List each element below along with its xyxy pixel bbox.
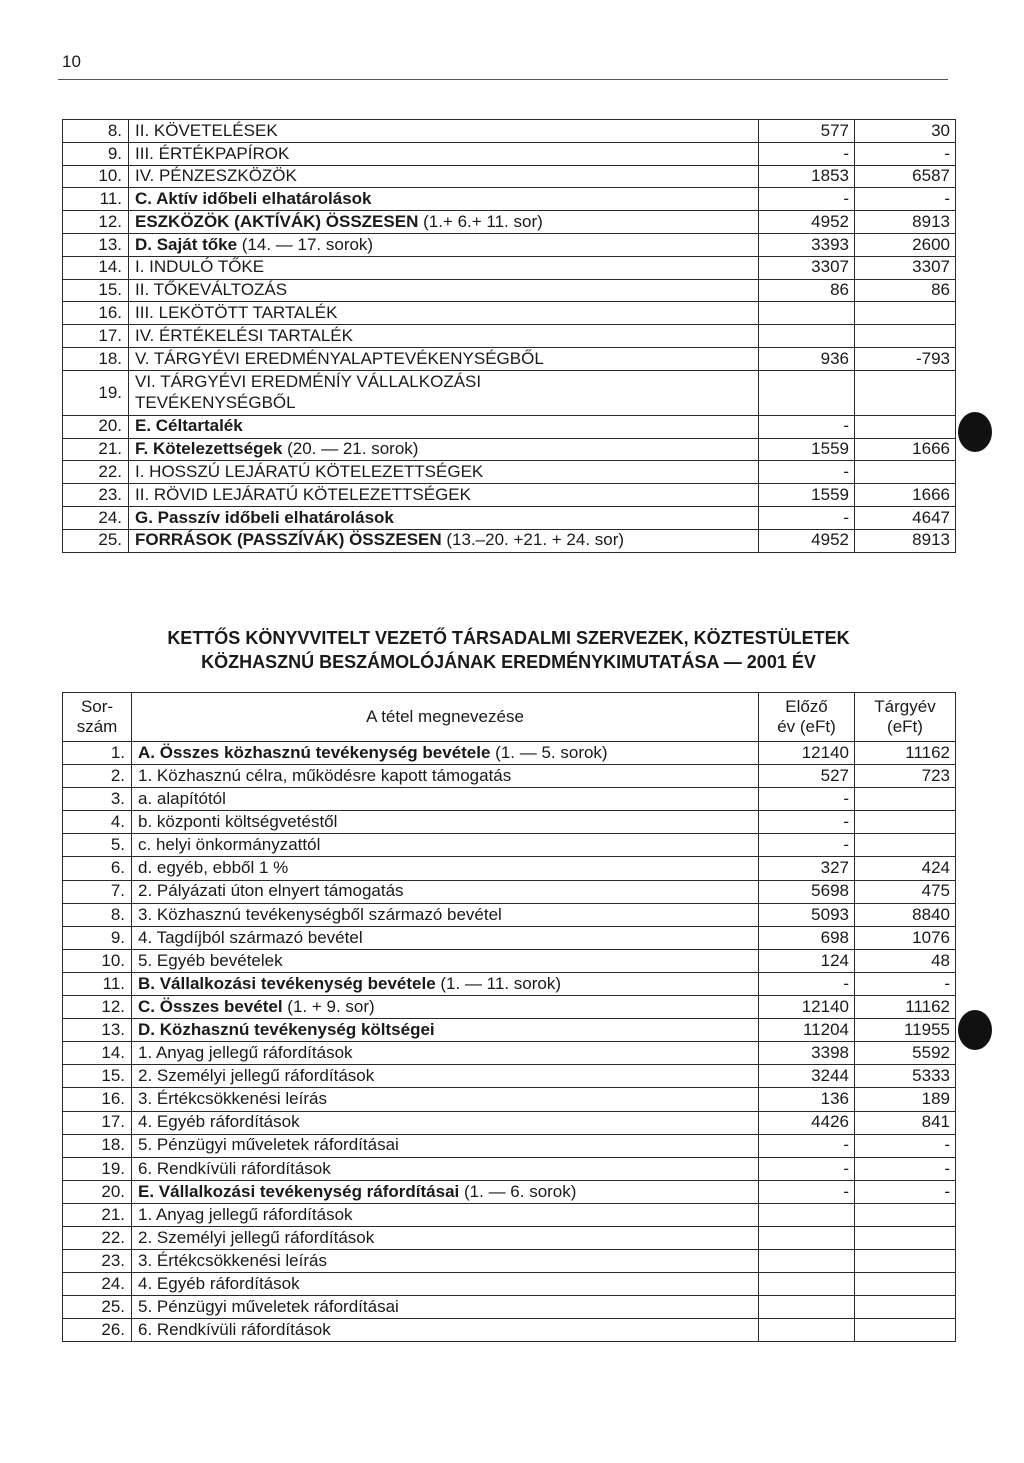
table-row: [63, 1019, 956, 1042]
previous-year-value: -: [759, 1134, 855, 1157]
current-year-value: [855, 1203, 956, 1226]
table-row: [63, 834, 956, 857]
previous-year-value: 1853: [759, 165, 855, 188]
previous-year-value: 5093: [759, 903, 855, 926]
table-row: [63, 926, 956, 949]
current-year-value: [855, 302, 956, 325]
item-name: [129, 188, 759, 211]
row-number: 13.: [63, 1019, 132, 1042]
item-name-text: 1. Anyag jellegű ráfordítások: [138, 1043, 353, 1063]
table-row: [63, 1111, 956, 1134]
current-year-value: 1666: [855, 438, 956, 461]
item-name: [129, 461, 759, 484]
item-name-text: 4. Egyéb ráfordítások: [138, 1274, 300, 1293]
row-number: 15.: [63, 1065, 132, 1088]
current-year-value: 841: [855, 1111, 956, 1134]
previous-year-value: 3307: [759, 256, 855, 279]
previous-year-value: -: [759, 1157, 855, 1180]
item-name: [132, 1088, 759, 1111]
table-row: [63, 857, 956, 880]
row-number: 14.: [63, 1042, 132, 1065]
current-year-value: 8913: [855, 529, 956, 552]
current-year-value: 8840: [855, 903, 956, 926]
row-number: 25.: [63, 1296, 132, 1319]
item-name-text: FORRÁSOK (PASSZÍVÁK) ÖSSZESEN: [135, 530, 442, 550]
item-name-note: (1. — 11. sorok): [435, 973, 562, 993]
item-name: [132, 1111, 759, 1134]
header-previous-year-line2: év (eFt): [777, 717, 836, 736]
current-year-value: [855, 370, 956, 415]
table-row: [63, 972, 956, 995]
item-name: [129, 415, 759, 438]
current-year-value: 6587: [855, 165, 956, 188]
item-name: [129, 256, 759, 279]
previous-year-value: 577: [759, 120, 855, 143]
item-name: [132, 1203, 759, 1226]
row-number: 3.: [63, 788, 132, 811]
item-name-text: G. Passzív időbeli elhatárolások: [135, 507, 394, 527]
current-year-value: [855, 1296, 956, 1319]
item-name-text: III. ÉRTÉKPAPÍROK: [135, 143, 290, 163]
balance-sheet-table: [62, 119, 956, 553]
header-current-year-line1: Tárgyév: [874, 696, 936, 716]
item-name-text: II. RÖVID LEJÁRATÚ KÖTELEZETTSÉGEK: [135, 484, 471, 504]
item-name-text: IV. PÉNZESZKÖZÖK: [135, 166, 297, 186]
table-row: [63, 461, 956, 484]
table-row: [63, 880, 956, 903]
previous-year-value: 12140: [759, 742, 855, 765]
row-number: 19.: [63, 1157, 132, 1180]
table-row: [63, 370, 956, 415]
previous-year-value: -: [759, 834, 855, 857]
item-name: [129, 438, 759, 461]
current-year-value: 1076: [855, 926, 956, 949]
table-row: [63, 325, 956, 348]
previous-year-value: -: [759, 788, 855, 811]
current-year-value: [855, 1250, 956, 1273]
previous-year-value: -: [759, 811, 855, 834]
item-name-text: 4. Tagdíjból származó bevétel: [138, 927, 363, 947]
current-year-value: [855, 1273, 956, 1296]
row-number: 21.: [63, 438, 129, 461]
row-number: 9.: [63, 142, 129, 165]
item-name-text: I. HOSSZÚ LEJÁRATÚ KÖTELEZETTSÉGEK: [135, 462, 484, 482]
row-number: 7.: [63, 880, 132, 903]
row-number: 26.: [63, 1319, 132, 1342]
previous-year-value: 1559: [759, 438, 855, 461]
row-number: 16.: [63, 1088, 132, 1111]
item-name-text: C. Aktív időbeli elhatárolások: [135, 189, 372, 209]
item-name-text: 5. Egyéb bevételek: [138, 950, 283, 970]
row-number: 13.: [63, 233, 129, 256]
current-year-value: -793: [855, 347, 956, 370]
item-name-text: 6. Rendkívüli ráfordítások: [138, 1320, 331, 1340]
current-year-value: [855, 811, 956, 834]
table-row: [63, 415, 956, 438]
item-name: [132, 996, 759, 1019]
item-name: [132, 926, 759, 949]
current-year-value: 30: [855, 120, 956, 143]
item-name: [132, 1042, 759, 1065]
row-number: 15.: [63, 279, 129, 302]
income-header-row: [63, 693, 956, 742]
header-previous-year: [759, 693, 855, 742]
section-title-line1: KETTŐS KÖNYVVITELT VEZETŐ TÁRSADALMI SZERVEZEK, KÖZTESTÜLETEK: [167, 628, 850, 648]
table-row: [63, 949, 956, 972]
current-year-value: -: [855, 1157, 956, 1180]
item-name-text: C. Összes bevétel: [138, 996, 283, 1016]
current-year-value: 11955: [855, 1019, 956, 1042]
previous-year-value: 698: [759, 926, 855, 949]
row-number: 17.: [63, 325, 129, 348]
current-year-value: -: [855, 142, 956, 165]
table-row: [63, 506, 956, 529]
item-name: [129, 325, 759, 348]
item-name: [129, 347, 759, 370]
previous-year-value: 12140: [759, 996, 855, 1019]
row-number: 18.: [63, 347, 129, 370]
item-name: [132, 1134, 759, 1157]
current-year-value: -: [855, 188, 956, 211]
item-name-continuation: TEVÉKENYSÉGBŐL: [135, 392, 296, 412]
table-row: [63, 1042, 956, 1065]
table-row: [63, 165, 956, 188]
previous-year-value: 86: [759, 279, 855, 302]
item-name-text: VI. TÁRGYÉVI EREDMÉNÍY VÁLLALKOZÁSI: [135, 372, 482, 392]
item-name: [129, 211, 759, 234]
table-row: [63, 788, 956, 811]
item-name-text: 3. Közhasznú tevékenységből származó bevétel: [138, 904, 502, 924]
current-year-value: [855, 788, 956, 811]
item-name-text: V. TÁRGYÉVI EREDMÉNYALAPTEVÉKENYSÉGBŐL: [135, 348, 544, 368]
item-name-text: 2. Pályázati úton elnyert támogatás: [138, 881, 404, 901]
item-name-note: (1. + 9. sor): [282, 996, 375, 1016]
current-year-value: 4647: [855, 506, 956, 529]
previous-year-value: 4952: [759, 211, 855, 234]
item-name-text: 3. Értékcsökkenési leírás: [138, 1089, 327, 1109]
item-name-text: 2. Személyi jellegű ráfordítások: [138, 1066, 375, 1086]
row-number: 8.: [63, 903, 132, 926]
header-row-number: [63, 693, 132, 742]
previous-year-value: 5698: [759, 880, 855, 903]
table-row: [63, 1250, 956, 1273]
table-row: [63, 1319, 956, 1342]
row-number: 18.: [63, 1134, 132, 1157]
item-name: [132, 1296, 759, 1319]
row-number: 14.: [63, 256, 129, 279]
table-row: [63, 529, 956, 552]
previous-year-value: [759, 325, 855, 348]
item-name: [132, 949, 759, 972]
current-year-value: 5333: [855, 1065, 956, 1088]
item-name-text: IV. ÉRTÉKELÉSI TARTALÉK: [135, 325, 353, 345]
row-number: 10.: [63, 949, 132, 972]
row-number: 23.: [63, 484, 129, 507]
table-row: [63, 233, 956, 256]
item-name-text: 3. Értékcsökkenési leírás: [138, 1250, 327, 1270]
item-name: [132, 1065, 759, 1088]
current-year-value: [855, 1226, 956, 1249]
item-name: [132, 972, 759, 995]
row-number: 25.: [63, 529, 129, 552]
table-row: [63, 188, 956, 211]
item-name-text: F. Kötelezettségek: [135, 439, 283, 459]
current-year-value: [855, 415, 956, 438]
item-name-text: 5. Pénzügyi műveletek ráfordításai: [138, 1297, 399, 1317]
row-number: 12.: [63, 211, 129, 234]
header-row-number-line2: szám: [76, 717, 118, 736]
item-name: [132, 742, 759, 765]
current-year-value: 11162: [855, 742, 956, 765]
previous-year-value: [759, 1319, 855, 1342]
row-number: 23.: [63, 1250, 132, 1273]
item-name: [132, 1157, 759, 1180]
current-year-value: 11162: [855, 996, 956, 1019]
row-number: 12.: [63, 996, 132, 1019]
table-row: [63, 484, 956, 507]
item-name: [129, 233, 759, 256]
row-number: 9.: [63, 926, 132, 949]
row-number: 16.: [63, 302, 129, 325]
item-name: [132, 1180, 759, 1203]
item-name-note: (14. — 17. sorok): [237, 234, 374, 254]
item-name-note: (1. — 5. sorok): [490, 742, 608, 762]
punch-hole-mark: [958, 412, 992, 452]
item-name: [129, 120, 759, 143]
row-number: 1.: [63, 742, 132, 765]
item-name-text: III. LEKÖTÖTT TARTALÉK: [135, 303, 338, 323]
item-name-text: II. TŐKEVÁLTOZÁS: [135, 280, 288, 300]
header-current-year: [855, 693, 956, 742]
current-year-value: [855, 461, 956, 484]
previous-year-value: [759, 1273, 855, 1296]
row-number: 2.: [63, 765, 132, 788]
row-number: 17.: [63, 1111, 132, 1134]
previous-year-value: 3398: [759, 1042, 855, 1065]
table-row: [63, 1226, 956, 1249]
section-title: [62, 626, 955, 674]
current-year-value: 189: [855, 1088, 956, 1111]
item-name: [132, 857, 759, 880]
table-row: [63, 279, 956, 302]
current-year-value: 475: [855, 880, 956, 903]
item-name: [129, 165, 759, 188]
current-year-value: 86: [855, 279, 956, 302]
item-name-text: D. Saját tőke: [135, 234, 238, 254]
current-year-value: [855, 1319, 956, 1342]
punch-hole-mark: [958, 1010, 992, 1050]
item-name: [132, 834, 759, 857]
current-year-value: 3307: [855, 256, 956, 279]
current-year-value: 5592: [855, 1042, 956, 1065]
previous-year-value: [759, 302, 855, 325]
previous-year-value: 136: [759, 1088, 855, 1111]
item-name: [129, 302, 759, 325]
row-number: 22.: [63, 1226, 132, 1249]
header-rule: [58, 79, 948, 80]
item-name: [129, 484, 759, 507]
item-name: [129, 279, 759, 302]
previous-year-value: [759, 1250, 855, 1273]
previous-year-value: [759, 370, 855, 415]
previous-year-value: 4952: [759, 529, 855, 552]
row-number: 19.: [63, 370, 129, 415]
item-name: [132, 880, 759, 903]
item-name-text: E. Céltartalék: [135, 416, 243, 436]
item-name: [132, 1250, 759, 1273]
current-year-value: -: [855, 972, 956, 995]
row-number: 24.: [63, 506, 129, 529]
previous-year-value: 11204: [759, 1019, 855, 1042]
row-number: 20.: [63, 415, 129, 438]
previous-year-value: -: [759, 188, 855, 211]
previous-year-value: -: [759, 415, 855, 438]
item-name-text: A. Összes közhasznú tevékenység bevétele: [138, 742, 491, 762]
previous-year-value: 936: [759, 347, 855, 370]
table-row: [63, 765, 956, 788]
table-row: [63, 1157, 956, 1180]
current-year-value: 424: [855, 857, 956, 880]
table-row: [63, 1134, 956, 1157]
item-name-text: c. helyi önkormányzattól: [138, 835, 321, 855]
item-name-text: D. Közhasznú tevékenység költségei: [138, 1019, 435, 1039]
current-year-value: [855, 325, 956, 348]
table-row: [63, 142, 956, 165]
item-name: [132, 811, 759, 834]
current-year-value: 48: [855, 949, 956, 972]
previous-year-value: -: [759, 506, 855, 529]
page-number: 10: [62, 52, 81, 71]
previous-year-value: [759, 1226, 855, 1249]
item-name-text: 2. Személyi jellegű ráfordítások: [138, 1227, 375, 1247]
item-name: [132, 903, 759, 926]
previous-year-value: -: [759, 461, 855, 484]
previous-year-value: 527: [759, 765, 855, 788]
previous-year-value: 1559: [759, 484, 855, 507]
previous-year-value: 3244: [759, 1065, 855, 1088]
table-row: [63, 438, 956, 461]
income-statement-table: [62, 692, 956, 1342]
item-name: [132, 1319, 759, 1342]
header-current-year-line2: (eFt): [887, 717, 923, 736]
item-name-text: b. központi költségvetéstől: [138, 812, 338, 832]
table-row: [63, 120, 956, 143]
previous-year-value: -: [759, 972, 855, 995]
item-name-text: 5. Pénzügyi műveletek ráfordításai: [138, 1135, 399, 1155]
table-row: [63, 811, 956, 834]
item-name: [132, 1226, 759, 1249]
row-number: 10.: [63, 165, 129, 188]
item-name-text: ESZKÖZÖK (AKTÍVÁK) ÖSSZESEN: [135, 211, 419, 231]
item-name-text: d. egyéb, ebből 1 %: [138, 858, 289, 878]
item-name-text: 1. Közhasznú célra, működésre kapott támogatás: [138, 765, 512, 785]
table-row: [63, 742, 956, 765]
current-year-value: -: [855, 1180, 956, 1203]
item-name-note: (13.–20. +21. + 24. sor): [441, 530, 625, 550]
item-name-text: 6. Rendkívüli ráfordítások: [138, 1158, 331, 1178]
item-name: [129, 506, 759, 529]
table-row: [63, 347, 956, 370]
row-number: 8.: [63, 120, 129, 143]
table-row: [63, 302, 956, 325]
table-row: [63, 1180, 956, 1203]
header-previous-year-line1: Előző: [785, 696, 828, 716]
previous-year-value: -: [759, 1180, 855, 1203]
table-row: [63, 1296, 956, 1319]
previous-year-value: 124: [759, 949, 855, 972]
item-name: [132, 1019, 759, 1042]
item-name: [132, 788, 759, 811]
table-row: [63, 256, 956, 279]
row-number: 22.: [63, 461, 129, 484]
item-name: [132, 1273, 759, 1296]
current-year-value: [855, 834, 956, 857]
table-row: [63, 1065, 956, 1088]
item-name-text: 1. Anyag jellegű ráfordítások: [138, 1204, 353, 1224]
current-year-value: 2600: [855, 233, 956, 256]
row-number: 24.: [63, 1273, 132, 1296]
previous-year-value: 327: [759, 857, 855, 880]
table-row: [63, 1273, 956, 1296]
item-name-text: E. Vállalkozási tevékenység ráfordításai: [138, 1181, 460, 1201]
previous-year-value: -: [759, 142, 855, 165]
row-number: 11.: [63, 972, 132, 995]
item-name: [129, 370, 759, 415]
previous-year-value: [759, 1203, 855, 1226]
row-number: 11.: [63, 188, 129, 211]
previous-year-value: [759, 1296, 855, 1319]
row-number: 21.: [63, 1203, 132, 1226]
item-name-note: (20. — 21. sorok): [282, 439, 419, 459]
row-number: 5.: [63, 834, 132, 857]
item-name: [129, 142, 759, 165]
header-row-number-line1: Sor-: [80, 696, 114, 716]
current-year-value: 1666: [855, 484, 956, 507]
row-number: 20.: [63, 1180, 132, 1203]
income-statement-body: [63, 742, 956, 1342]
item-name-note: (1.+ 6.+ 11. sor): [418, 211, 543, 231]
table-row: [63, 903, 956, 926]
previous-year-value: 3393: [759, 233, 855, 256]
item-name-note: (1. — 6. sorok): [459, 1181, 577, 1201]
current-year-value: 8913: [855, 211, 956, 234]
balance-sheet-body: [63, 120, 956, 553]
table-row: [63, 211, 956, 234]
item-name: [132, 765, 759, 788]
previous-year-value: 4426: [759, 1111, 855, 1134]
row-number: 6.: [63, 857, 132, 880]
row-number: 4.: [63, 811, 132, 834]
item-name-text: B. Vállalkozási tevékenység bevétele: [138, 973, 436, 993]
item-name-text: 4. Egyéb ráfordítások: [138, 1112, 300, 1132]
item-name-text: I. INDULÓ TŐKE: [135, 257, 265, 277]
table-row: [63, 1203, 956, 1226]
item-name: [129, 529, 759, 552]
current-year-value: -: [855, 1134, 956, 1157]
section-title-line2: KÖZHASZNÚ BESZÁMOLÓJÁNAK EREDMÉNYKIMUTATÁSA — 2001 ÉV: [201, 652, 816, 672]
header-item-name: A tétel megnevezése: [132, 693, 759, 742]
table-row: [63, 996, 956, 1019]
table-row: [63, 1088, 956, 1111]
item-name-text: II. KÖVETELÉSEK: [135, 120, 278, 140]
item-name-text: a. alapítótól: [138, 789, 226, 809]
current-year-value: 723: [855, 765, 956, 788]
